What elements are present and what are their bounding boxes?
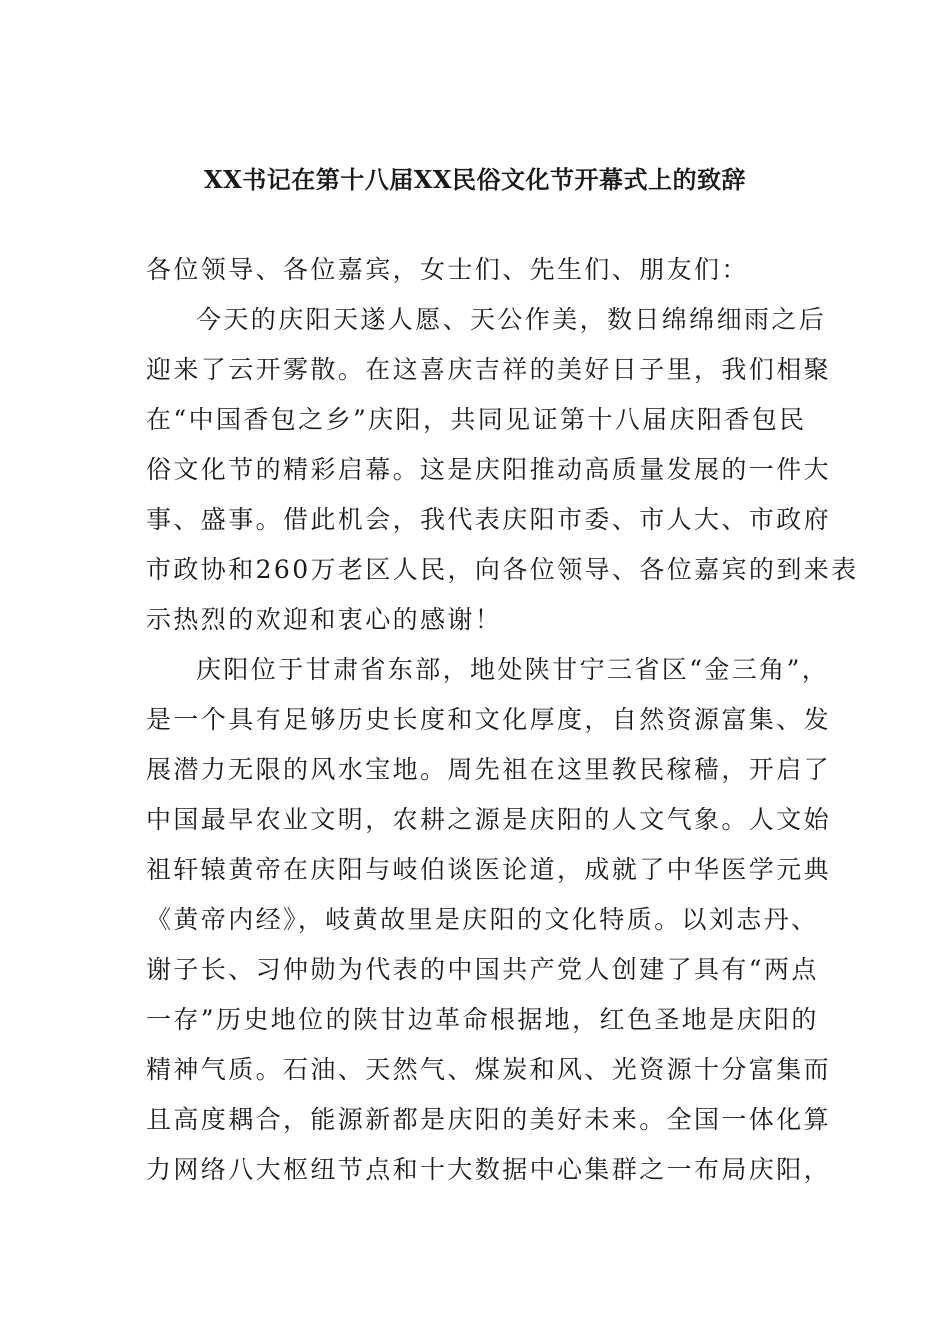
salutation: 各位领导、各位嘉宾，女士们、先生们、朋友们： — [146, 255, 749, 284]
paragraph-line: 且高度耦合，能源新都是庆阳的美好未来。全国一体化算 — [146, 1105, 832, 1134]
document-body — [146, 245, 859, 1195]
paragraph-2 — [146, 645, 832, 1195]
paragraph-line: 今天的庆阳天遂人愿、天公作美，数日绵绵细雨之后 — [196, 305, 827, 334]
document-title: XX书记在第十八届XX民俗文化节开幕式上的致辞 — [204, 165, 746, 194]
paragraph-line: 迎来了云开雾散。在这喜庆吉祥的美好日子里，我们相聚 — [146, 355, 832, 384]
paragraph-line: 事、盛事。借此机会，我代表庆阳市委、市人大、市政府 — [146, 505, 832, 534]
paragraph-line: 中国最早农业文明，农耕之源是庆阳的人文气象。人文始 — [146, 805, 832, 834]
paragraph-line: 精神气质。石油、天然气、煤炭和风、光资源十分富集而 — [146, 1055, 832, 1084]
paragraph-1 — [146, 295, 859, 645]
paragraph-line: 一存”历史地位的陕甘边革命根据地，红色圣地是庆阳的 — [146, 1005, 819, 1034]
paragraph-line: 展潜力无限的风水宝地。周先祖在这里教民稼穑，开启了 — [146, 755, 832, 784]
paragraph-line: 祖轩辕黄帝在庆阳与岐伯谈医论道，成就了中华医学元典 — [146, 855, 832, 884]
paragraph-line: 俗文化节的精彩启幕。这是庆阳推动高质量发展的一件大 — [146, 455, 832, 484]
paragraph-line: 庆阳位于甘肃省东部，地处陕甘宁三省区“金三角”， — [196, 655, 830, 684]
paragraph-line: 市政协和260万老区人民，向各位领导、各位嘉宾的到来表 — [146, 555, 859, 584]
paragraph-line: 力网络八大枢纽节点和十大数据中心集群之一布局庆阳， — [146, 1155, 832, 1184]
paragraph-line: 示热烈的欢迎和衷心的感谢！ — [146, 605, 503, 634]
paragraph-line: 谢子长、习仲勋为代表的中国共产党人创建了具有“两点 — [146, 955, 819, 984]
paragraph-line: 《黄帝内经》，岐黄故里是庆阳的文化特质。以刘志丹、 — [146, 905, 819, 934]
paragraph-line: 在“中国香包之乡”庆阳，共同见证第十八届庆阳香包民 — [146, 405, 807, 434]
paragraph-line: 是一个具有足够历史长度和文化厚度，自然资源富集、发 — [146, 705, 832, 734]
